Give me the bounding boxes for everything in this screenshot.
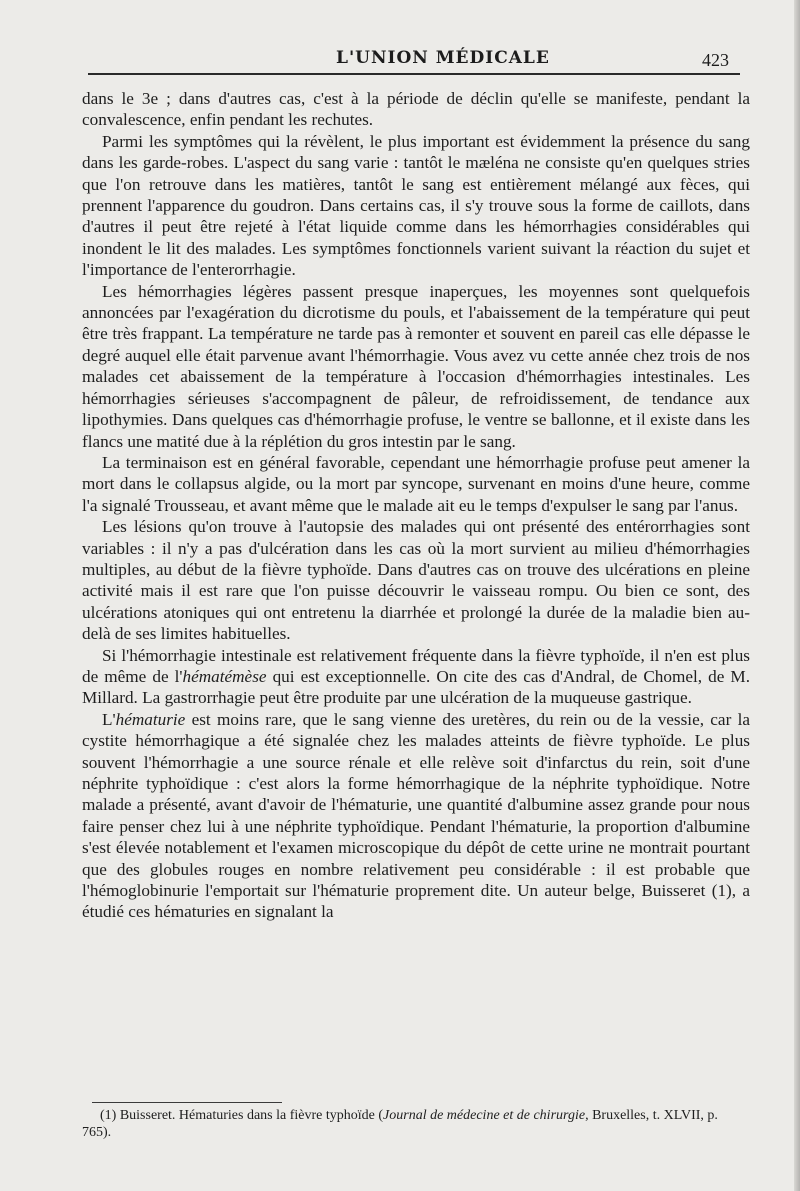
paragraph-text: Les hémorrhagies légères passent presque inaperçues, les moyennes sont quelquefois annoncées par l'exagération du dicrotisme du pouls, et l'abaissement de la température qui peut être très frappant. La température ne tarde pas à remonter et souvent en pareil cas elle dépasse le degré auquel elle était parvenue avant l'hémorrhagie. Vous avez vu cette année chez trois de nos malades cet abaissement de la température à l'occasion d'hémorrhagies intestinales. Les hémorrhagies sérieuses s'accompagnent de pâleur, de refroidissement, de tendance aux lipothymies. Dans quelques cas d'hémorrhagie profuse, le ventre se ballonne, et il existe dans les flancs une matité due à la réplétion du gros intestin par le sang. — [82, 281, 750, 451]
paragraph-text: Si l'hémorrhagie intestinale est relativement fréquente dans la fièvre typhoïde, il n'en est plus de même de l' — [82, 645, 750, 686]
italic-term-hematurie: hématurie — [115, 709, 186, 729]
paragraph-text: L' — [102, 709, 116, 729]
paragraph-text: qui est exceptionnelle. On cite des cas d'Andral, de Chomel, de M. Millard. La gastrorrhagie peut être produite par une ulcération de la muqueuse gastrique. — [82, 666, 750, 708]
paragraph-continuation — [82, 88, 750, 131]
footnote-text: (1) Buisseret. Hématuries dans la fièvre typhoïde ( — [100, 1108, 384, 1123]
paragraph-text: Les lésions qu'on trouve à l'autopsie des malades qui ont présenté des entérorrhagies sont variables : il n'y a pas d'ulcération dans les cas où la mort survient au milieu d'hémorrhagies multiples, au début de la fièvre typhoïde. Dans d'autres cas on trouve des ulcérations en pleine activité mais il est rare que l'on puisse découvrir le vaisseau rompu. Ou bien ce sont, des ulcérations atoniques qui ont entretenu la diarrhée et prolongé la durée de la maladie bien au-delà de ses limites habituelles. — [82, 517, 750, 644]
paragraph-text: La terminaison est en général favorable, cependant une hémorrhagie profuse peut amener la mort dans le collapsus algide, ou la mort par syncope, survenant en moins d'une heure, comme l'a signalé Trousseau, et avant même que le malade ait eu le temps d'expulser le sang par l'anus. — [82, 452, 750, 515]
footnote — [82, 1107, 750, 1141]
article-body — [82, 88, 750, 923]
italic-term-hematemese: hématémèse — [182, 666, 267, 686]
paragraph-text: est moins rare, que le sang vienne des uretères, du rein ou de la vessie, car la cystite hémorrhagique a été signalée chez les malades atteints de fièvre typhoïde. Le plus souvent l'hémorrhagie a une source rénale et elle relève soit d'infarctus du rein, soit d'une néphrite typhoïdique : c'est alors la forme hémorrhagique de la néphrite typhoïdique. Notre malade a présenté, avant d'avoir de l'hématurie, une quantité d'albumine assez grande pour nous faire penser chez lui à une néphrite typhoïdique. Pendant l'hématurie, la proportion d'albumine s'est élevée notablement et l'examen microscopique du dépôt de cette urine ne montrait pourtant que des globules rouges en nombre relativement peu considérable : il est probable que l'hémoglobinurie l'emportait sur l'hématurie proprement dite. Un auteur belge, Buisseret (1), a étudié ces hématuries en signalant la — [82, 709, 750, 922]
paragraph-text: Parmi les symptômes qui la révèlent, le plus important est évidemment la présence du sang dans les garde-robes. L'aspect du sang varie : tantôt le mæléna ne consiste qu'en quelques stries que l'on retrouve dans les matières, tantôt le sang est entièrement mélangé aux fèces, qui prennent l'apparence du goudron. Dans certains cas, il s'y trouve sous la forme de caillots, dans d'autres il peut être rejeté à l'état liquide comme dans les hémorrhagies considérables qui inondent le lit des malades. Les symptômes fonctionnels varient suivant la réaction du sujet et l'importance de l'enterorrhagie. — [82, 131, 750, 280]
footnote-rule — [92, 1102, 282, 1103]
paragraph-text: dans le 3e ; dans d'autres cas, c'est à la période de déclin qu'elle se manifeste, pendant la convalescence, enfin pendant les rechutes. — [82, 89, 750, 130]
page-number: 423 — [702, 50, 729, 70]
paragraph — [82, 709, 750, 923]
paragraph — [82, 131, 750, 281]
paragraph — [82, 516, 750, 644]
page-edge-shadow — [794, 0, 800, 1191]
header-rule — [88, 73, 740, 75]
paragraph — [82, 452, 750, 516]
footnote-text: , Bruxelles, t. XLVII, p. 765). — [82, 1108, 718, 1140]
running-title: L'UNION MÉDICALE — [336, 48, 550, 68]
page-header — [0, 44, 800, 74]
footnote-journal-title: Journal de médecine et de chirurgie — [383, 1108, 586, 1123]
paragraph — [82, 645, 750, 709]
paragraph — [82, 281, 750, 452]
